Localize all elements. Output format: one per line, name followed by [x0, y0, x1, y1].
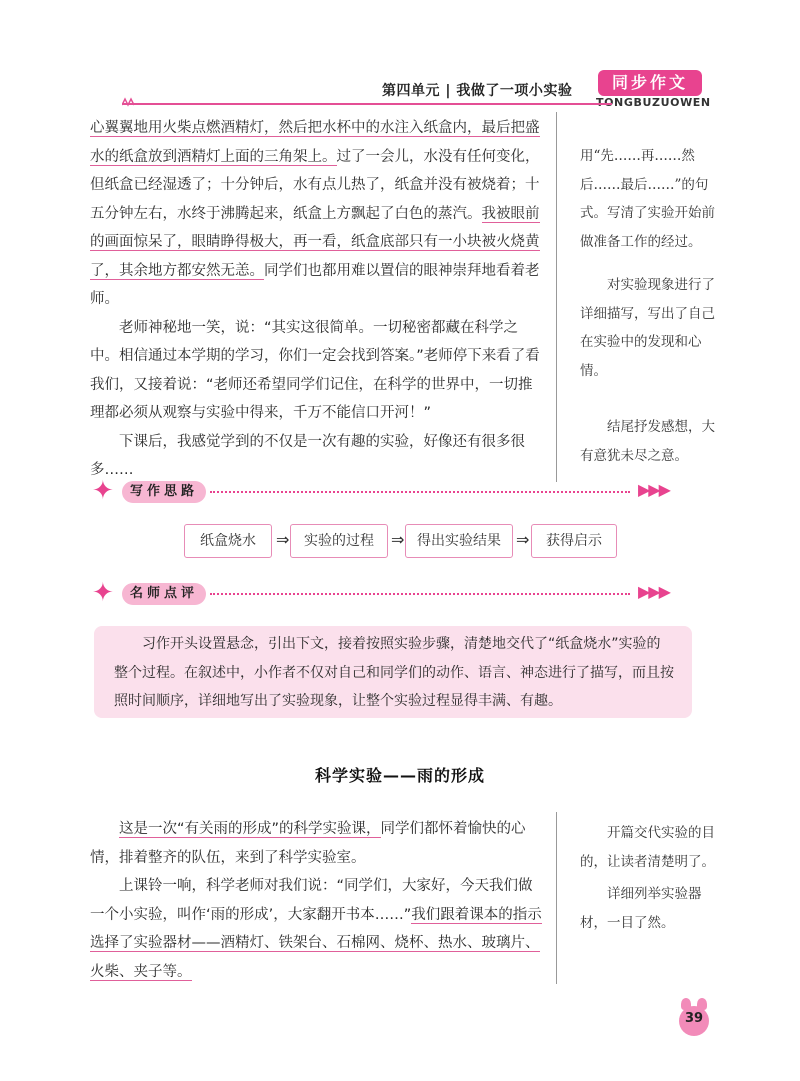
side-note-2: 对实验现象进行了详细描写，写出了自己在实验中的发现和心情。 — [580, 277, 715, 379]
arrows-icon: ▶▶▶ — [638, 582, 669, 601]
teacher-comment-header — [92, 578, 692, 610]
header-zigzag-icon — [122, 97, 136, 107]
star-icon: ✦ — [92, 578, 114, 608]
page-number: 39 — [684, 1011, 704, 1026]
flow-arrow-icon: ⇒ — [391, 530, 405, 549]
side-note-1: 用“先……再……然后……最后……”的句式。写清了实验开始前做准备工作的经过。 — [580, 148, 715, 250]
essay-paragraph — [90, 314, 545, 428]
underlined-sentence: 心翼翼地用火柴点燃酒精灯，然后把水杯中的水注入纸盒内，最后把盛水的纸盒放到酒精灯上面的三角架上。 — [90, 120, 540, 165]
column-divider — [556, 812, 557, 984]
star-icon: ✦ — [92, 476, 114, 506]
essay-2-side-notes — [580, 819, 722, 937]
flow-arrow-icon: ⇒ — [276, 530, 290, 549]
essay-2-title: 科学实验——雨的形成 — [314, 766, 485, 785]
writing-idea-label: 写作思路 — [122, 481, 206, 503]
side-note-4: 开篇交代实验的目的，让读者清楚明了。 — [580, 825, 715, 870]
teacher-comment-box — [94, 626, 692, 718]
flow-step-3: 得出实验结果 — [405, 524, 513, 558]
sentence: 同学们都怀着愉快的心情，排着整齐的队伍，来到了科学实验室。 — [90, 821, 526, 866]
sentence: 上课铃一响，科学老师对我们说：“同学们，大家好，今天我们做一个小实验，叫作‘雨的形成’，大家翻开书本……” — [90, 878, 533, 923]
dotted-divider — [210, 593, 630, 595]
header-rule — [122, 103, 612, 105]
sentence: 下课后，我感觉学到的不仅是一次有趣的实验，好像还有很多很多…… — [90, 433, 525, 478]
page-number-badge — [675, 998, 715, 1038]
column-divider — [556, 112, 557, 482]
underlined-sentence: 我被眼前的画面惊呆了，眼睛睁得极大，再一看，纸盒底部只有一小块被火烧黄了，其余地方都安然无恙。 — [90, 205, 540, 279]
essay-paragraph — [90, 114, 545, 314]
essay-paragraph — [90, 815, 545, 872]
series-badge-pinyin: TONGBUZUOWEN — [596, 96, 711, 109]
dotted-divider — [210, 491, 630, 493]
underlined-sentence: 我们跟着课本的指示选择了实验器材——酒精灯、铁架台、石棉网、烧杯、热水、玻璃片、火柴、夹子等。 — [90, 906, 542, 980]
flow-step-1: 纸盒烧水 — [184, 524, 272, 558]
series-badge: 同步作文 — [598, 70, 702, 96]
teacher-comment-label: 名师点评 — [122, 583, 206, 605]
writing-idea-header — [92, 476, 692, 508]
side-note-5: 详细列举实验器材，一目了然。 — [580, 886, 702, 931]
sentence: 同学们也都用难以置信的眼神崇拜地看着老师。 — [90, 262, 540, 307]
sentence: 老师神秘地一笑，说：“其实这很简单。一切秘密都藏在科学之中。相信通过本学期的学习，你们一定会找到答案。”老师停下来看了看我们，又接着说：“老师还希望同学们记住，在科学的世界中，一切推理都必须从观察与实验中得来，千万不能信口开河！” — [90, 319, 540, 421]
teacher-comment-text: 习作开头设置悬念，引出下文，接着按照实验步骤，清楚地交代了“纸盒烧水”实验的整个过程。在叙述中，小作者不仅对自己和同学们的动作、语言、神态进行了描写，而且按照时间顺序，详细地写出了实验现象，让整个实验过程显得丰满、有趣。 — [114, 636, 674, 709]
essay-1-side-notes — [580, 142, 722, 470]
unit-title: 第四单元 | 我做了一项小实验 — [382, 83, 573, 99]
flow-step-4: 获得启示 — [531, 524, 617, 558]
flow-arrow-icon: ⇒ — [516, 530, 530, 549]
underlined-sentence: 这是一次“有关雨的形成”的科学实验课， — [119, 821, 381, 837]
essay-paragraph — [90, 872, 545, 986]
side-note-3: 结尾抒发感想，大有意犹未尽之意。 — [580, 419, 715, 464]
essay-1-body — [90, 114, 545, 485]
essay-2-body — [90, 815, 545, 986]
sentence: 过了一会儿，水没有任何变化，但纸盒已经湿透了；十分钟后，水有点儿热了，纸盒并没有被烧着；十五分钟左右，水终于沸腾起来，纸盒上方飘起了白色的蒸汽。 — [90, 148, 540, 222]
flow-step-2: 实验的过程 — [290, 524, 388, 558]
arrows-icon: ▶▶▶ — [638, 480, 669, 499]
